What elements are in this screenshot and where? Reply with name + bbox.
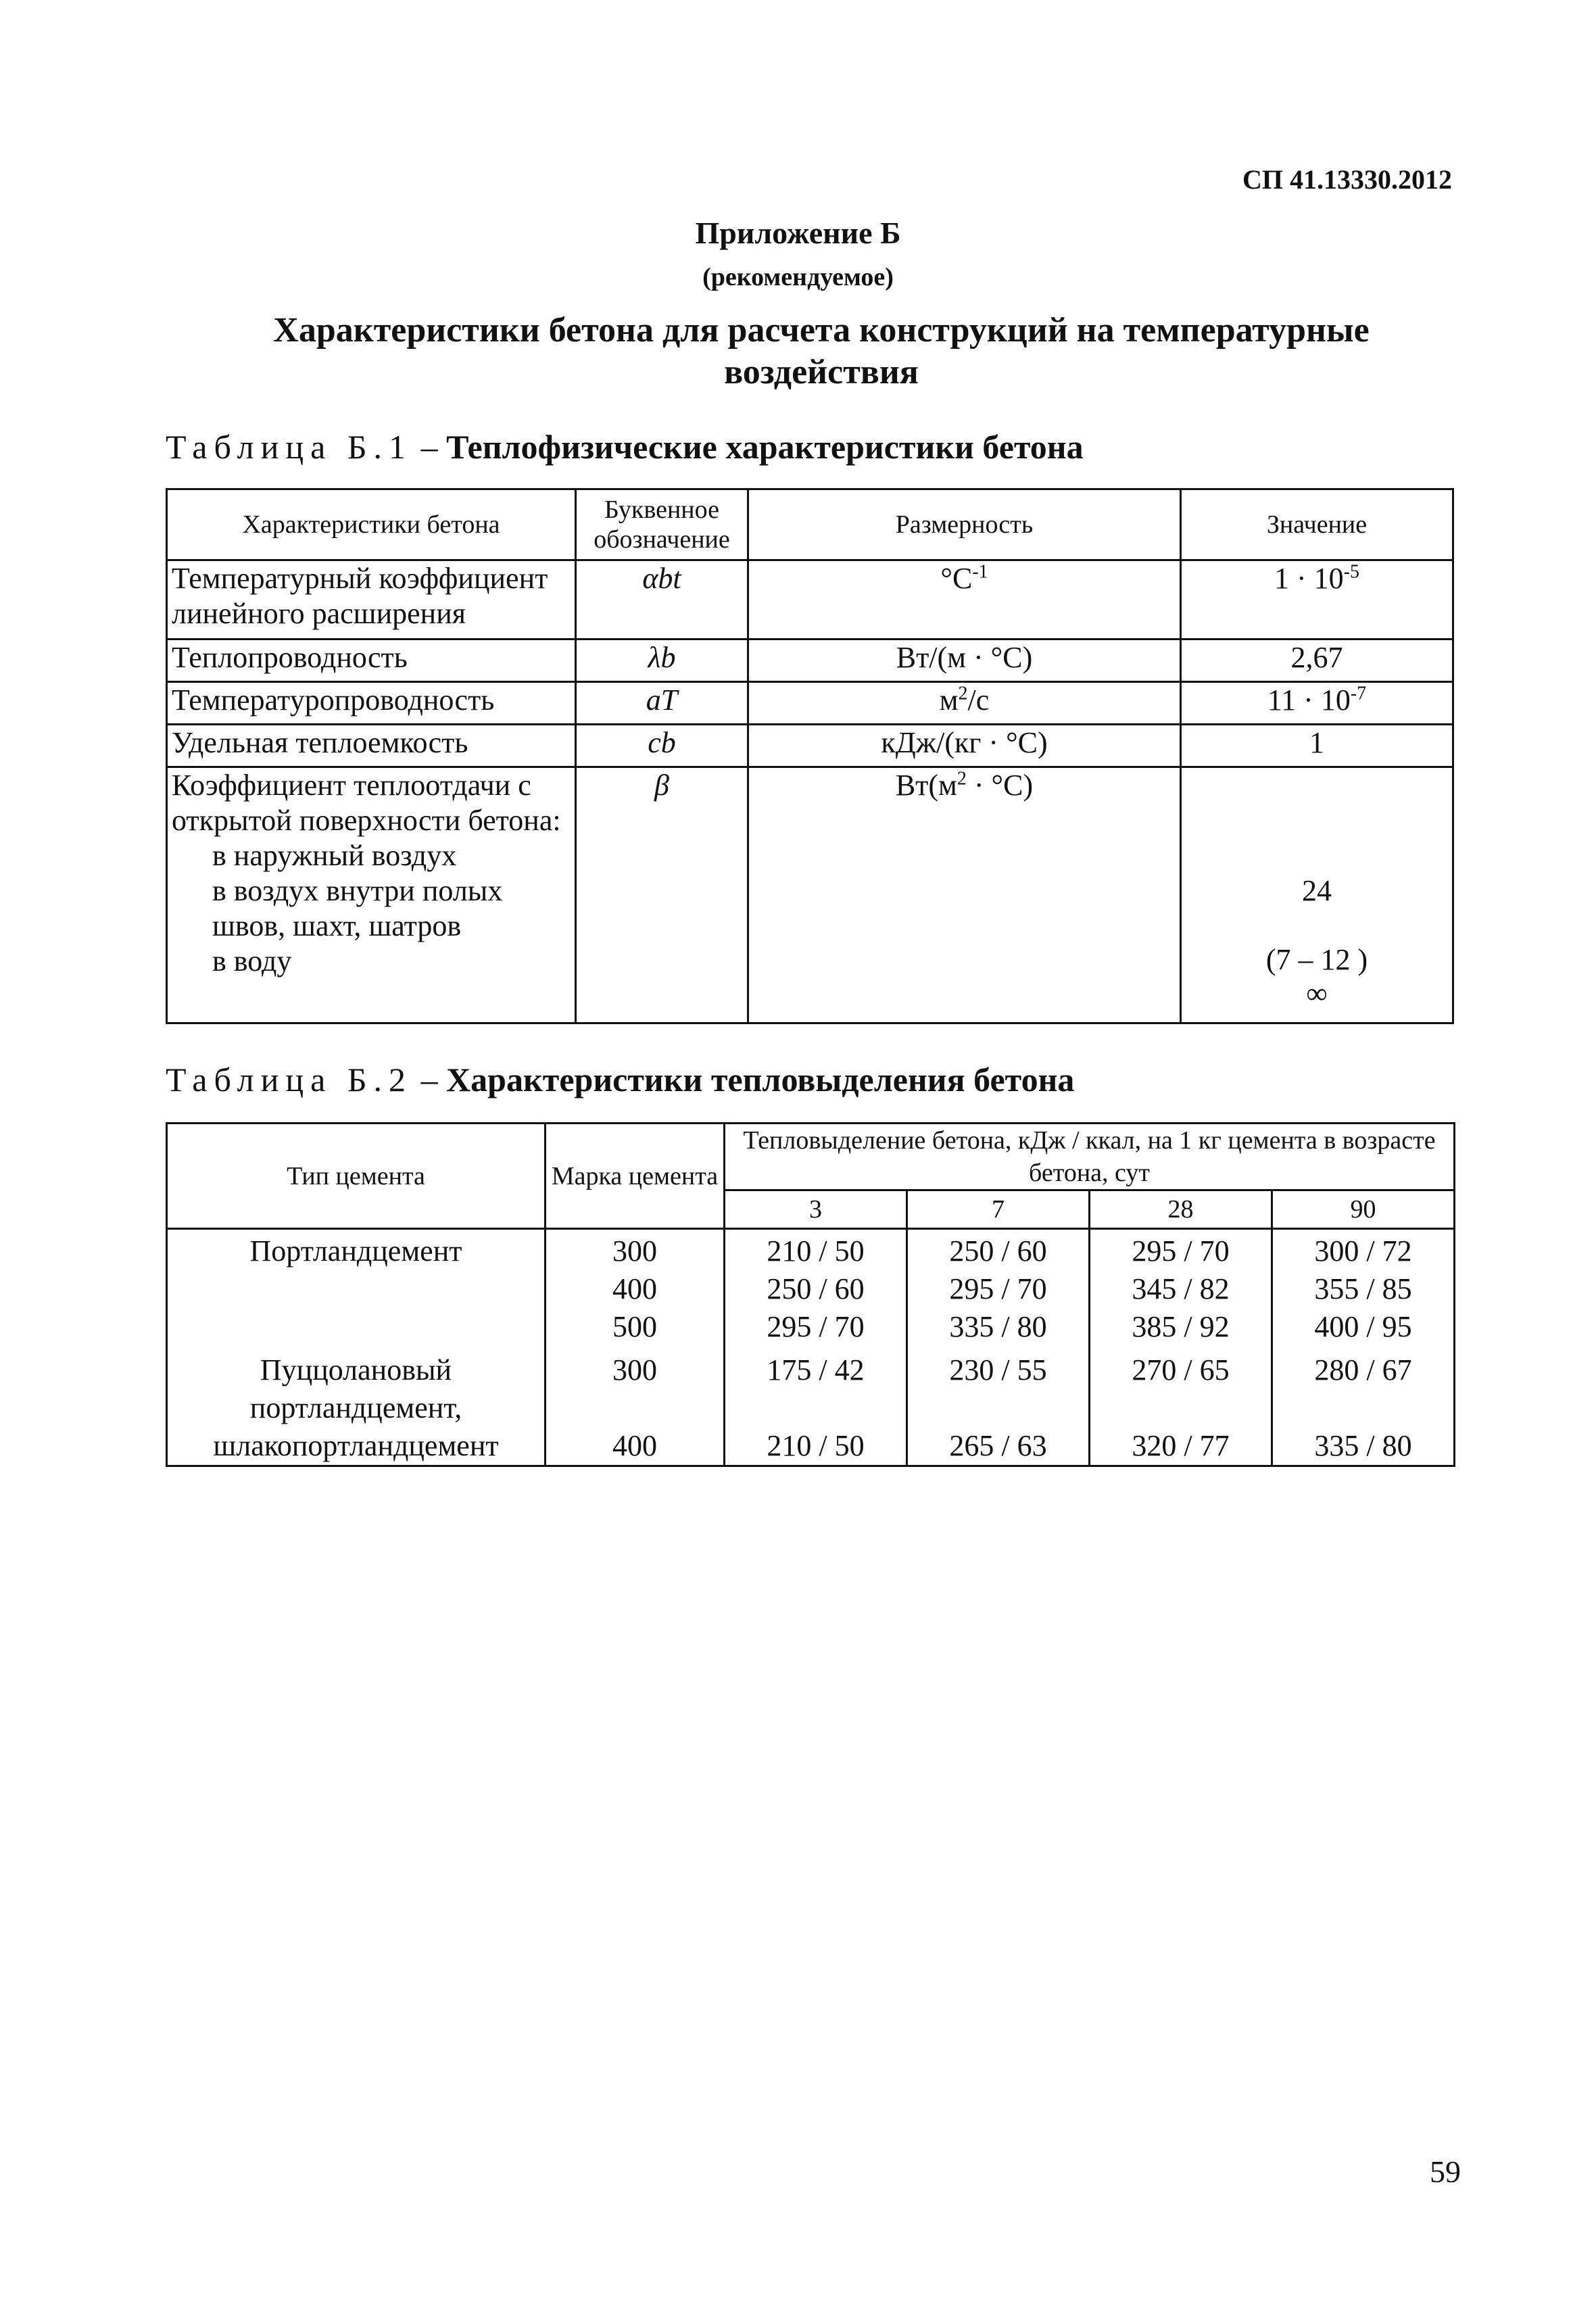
appendix-title: Приложение Б <box>695 216 901 250</box>
subitem-label: в воздух внутри полых швов, шахт, шатров <box>212 874 503 942</box>
heat-value: 400 / 95 <box>1314 1310 1412 1343</box>
page-number: 59 <box>1430 2154 1461 2189</box>
table-row <box>167 725 1453 767</box>
unit-sup: -1 <box>972 561 988 583</box>
grade-value: 300 <box>612 1234 657 1268</box>
table-row <box>167 767 1453 1023</box>
table1-title: Теплофизические характеристики бетона <box>446 428 1084 466</box>
subitem-value: ∞ <box>1306 977 1328 1010</box>
heat-value: 175 / 42 <box>767 1353 865 1386</box>
heat-3-days <box>725 1229 907 1466</box>
heat-value: 345 / 82 <box>1132 1272 1230 1305</box>
unit-text: Вт(м <box>895 769 957 802</box>
table-header-row <box>167 489 1453 560</box>
row-unit <box>748 682 1181 725</box>
heat-value: 210 / 50 <box>767 1429 865 1462</box>
heat-7-days <box>907 1229 1090 1466</box>
grade-value: 500 <box>612 1310 657 1343</box>
table1-caption <box>166 427 1084 466</box>
heat-value: 295 / 70 <box>1132 1234 1230 1268</box>
row-value: 2,67 <box>1181 640 1453 682</box>
value-sup: -7 <box>1350 683 1367 704</box>
unit-text: м <box>939 683 959 717</box>
header-age: 28 <box>1090 1190 1272 1229</box>
row-name: Теплопроводность <box>167 640 576 682</box>
row-value <box>1181 560 1453 640</box>
header-cement-type: Тип цемента <box>167 1124 546 1229</box>
heat-value: 265 / 63 <box>949 1429 1047 1462</box>
header-value: Значение <box>1181 489 1453 560</box>
header-cement-grade: Марка цемента <box>546 1124 725 1229</box>
heat-release-table <box>166 1122 1455 1467</box>
unit-sup: 2 <box>957 768 967 790</box>
table1-dash: – <box>412 428 447 466</box>
heat-value: 335 / 80 <box>1314 1429 1412 1462</box>
row-name-text: Коэффициент теплоотдачи с открытой поверхности бетона: <box>172 769 561 837</box>
header-characteristic: Характеристики бетона <box>167 489 576 560</box>
row-value: 1 <box>1181 725 1453 767</box>
cement-type-name: шлакопортландцемент <box>213 1429 499 1462</box>
table-row <box>167 560 1453 640</box>
grade-value: 300 <box>612 1353 657 1386</box>
header-symbol: Буквенное обозначение <box>576 489 748 560</box>
value-text: 1 · 10 <box>1274 562 1344 595</box>
heat-value: 280 / 67 <box>1314 1353 1412 1386</box>
cement-type-name: портландцемент, <box>249 1391 462 1424</box>
row-unit <box>748 767 1181 1023</box>
subitem-value: 24 <box>1302 874 1332 907</box>
heat-value: 270 / 65 <box>1132 1353 1230 1386</box>
heat-value: 300 / 72 <box>1314 1234 1412 1268</box>
cement-type-name: Портландцемент <box>249 1234 462 1268</box>
row-value <box>1181 767 1453 1023</box>
value-text: 11 · 10 <box>1267 683 1351 717</box>
header-heat-release: Тепловыделение бетона, кДж / ккал, на 1 кг цемента в возрасте бетона, сут <box>725 1124 1455 1190</box>
heat-value: 210 / 50 <box>767 1234 865 1268</box>
subitem-value: (7 – 12 ) <box>1265 943 1368 976</box>
table-row <box>167 640 1453 682</box>
unit-sup: 2 <box>958 683 968 704</box>
thermal-properties-table <box>166 488 1454 1024</box>
unit-text: °C <box>940 562 973 595</box>
subitem-label: в воду <box>212 944 292 978</box>
row-name: Температурный коэффициент линейного расширения <box>167 560 576 640</box>
row-symbol: αbt <box>576 560 748 640</box>
row-symbol: λb <box>576 640 748 682</box>
cement-type <box>167 1229 546 1466</box>
row-symbol: cb <box>576 725 748 767</box>
row-name <box>167 767 576 1023</box>
cement-type-name: Пуццолановый <box>260 1353 452 1386</box>
heat-value: 385 / 92 <box>1132 1310 1230 1343</box>
heat-value: 250 / 60 <box>767 1272 865 1305</box>
subitem-label: в наружный воздух <box>212 839 457 872</box>
table2-title: Характеристики тепловыделения бетона <box>446 1061 1075 1099</box>
unit-tail: · °С) <box>966 769 1034 802</box>
row-symbol: aT <box>576 682 748 725</box>
header-age: 3 <box>725 1190 907 1229</box>
row-name: Удельная теплоемкость <box>167 725 576 767</box>
row-name: Температуропроводность <box>167 682 576 725</box>
header-age: 90 <box>1272 1190 1455 1229</box>
grade-value: 400 <box>612 1429 657 1462</box>
value-sup: -5 <box>1343 561 1359 583</box>
row-unit: кДж/(кг · °С) <box>748 725 1181 767</box>
cement-grade <box>546 1229 725 1466</box>
grade-value: 400 <box>612 1272 657 1305</box>
document-number: СП 41.13330.2012 <box>1242 164 1452 195</box>
page-heading: Характеристики бетона для расчета конструкций на температурные воздействия <box>273 311 1370 391</box>
table1-label: Таблица Б.1 <box>166 428 413 466</box>
row-unit <box>748 560 1181 640</box>
heat-value: 335 / 80 <box>949 1310 1047 1343</box>
row-symbol: β <box>576 767 748 1023</box>
heat-value: 355 / 85 <box>1314 1272 1412 1305</box>
row-value <box>1181 682 1453 725</box>
header-unit: Размерность <box>748 489 1181 560</box>
header-age: 7 <box>907 1190 1090 1229</box>
table-row <box>167 682 1453 725</box>
heat-value: 320 / 77 <box>1132 1429 1230 1462</box>
heat-value: 250 / 60 <box>949 1234 1047 1268</box>
row-unit: Вт/(м · °С) <box>748 640 1181 682</box>
heat-value: 295 / 70 <box>949 1272 1047 1305</box>
appendix-subtitle: (рекомендуемое) <box>702 263 894 291</box>
table-header-row <box>167 1124 1455 1190</box>
table2-caption <box>166 1060 1074 1099</box>
heat-28-days <box>1090 1229 1272 1466</box>
table2-label: Таблица Б.2 <box>166 1061 413 1099</box>
table-row <box>167 1229 1455 1466</box>
heat-value: 295 / 70 <box>767 1310 865 1343</box>
heat-value: 230 / 55 <box>949 1353 1047 1386</box>
unit-tail: /с <box>967 683 990 717</box>
heat-90-days <box>1272 1229 1455 1466</box>
table2-dash: – <box>412 1061 447 1099</box>
